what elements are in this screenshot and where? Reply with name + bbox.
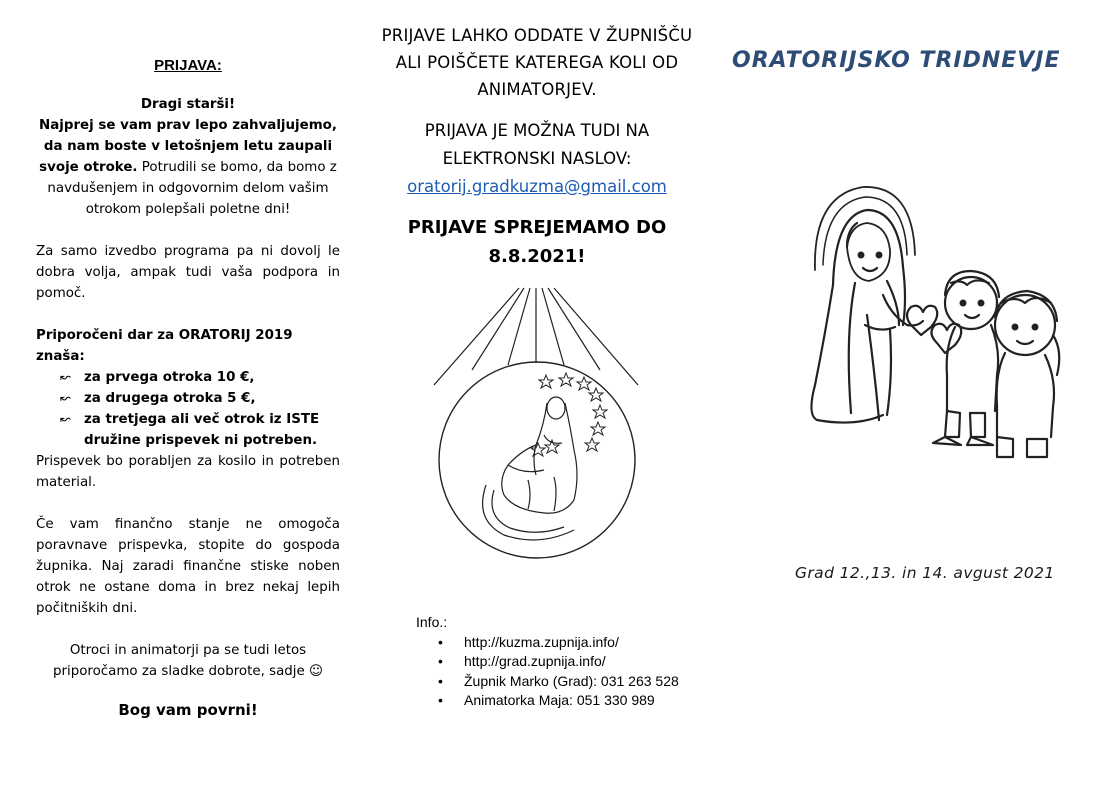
info-item-link[interactable]: • http://grad.zupnija.info/ [416, 652, 679, 672]
left-column [36, 0, 340, 721]
registration-deadline: PRIJAVE SPREJEMAMO DO 8.8.2021! [407, 217, 667, 267]
info-list [416, 633, 679, 711]
closing-line: Bog vam povrni! [118, 701, 258, 719]
registration-places-text: PRIJAVE LAHKO ODDATE V ŽUPNIŠČU ALI POIŠČETE KATEREGA KOLI OD ANIMATORJEV. [381, 26, 693, 99]
curly-arrow-icon: ↜ [60, 412, 71, 427]
info-item-phone: • Animatorka Maja: 051 330 989 [416, 691, 679, 711]
curly-arrow-icon: ↜ [60, 370, 71, 385]
donation-item: ↜ za drugega otroka 5 €, [36, 388, 340, 409]
info-item-link[interactable]: • http://kuzma.zupnija.info/ [416, 633, 679, 653]
financial-hardship-paragraph: Če vam finančno stanje ne omogoča poravnave prispevka, stopite do gospoda župnika. Naj zaradi finančne stiske noben otrok ne ostane doma in brez nekaj lepih počitniških dni. [36, 517, 340, 616]
email-link[interactable]: oratorij.gradkuzma@gmail.com [407, 177, 667, 196]
stars-icon [531, 373, 607, 456]
heart-icon [931, 324, 961, 353]
donation-list [36, 367, 340, 451]
greeting-thanks: Najprej se vam prav lepo zahvaljujemo, da nam boste v letošnjem letu zaupali svoje otroke. [39, 118, 337, 175]
circle-frame [439, 362, 635, 558]
donation-heading: Priporočeni dar za ORATORIJ 2019 znaša: [36, 328, 293, 364]
middle-column [372, 0, 702, 271]
support-paragraph: Za samo izvedbo programa pa ni dovolj le dobra volja, ampak tudi vaša podpora in pomoč. [36, 244, 340, 301]
greeting-salutation: Dragi starši! [140, 97, 236, 112]
greeting-block [36, 94, 340, 220]
mary-illustration [424, 285, 654, 570]
mary-figure [811, 187, 923, 423]
girl-figure [995, 291, 1059, 457]
info-item-phone: • Župnik Marko (Grad): 031 263 528 [416, 672, 679, 692]
boy-figure [933, 271, 999, 445]
email-registration-text: PRIJAVA JE MOŽNA TUDI NA ELEKTRONSKI NASLOV: [424, 121, 650, 168]
greeting-promise: Potrudili se bomo, da bomo z navdušenjem in odgovornim delom vašim otrokom polepšali poletne dni! [47, 160, 337, 217]
mary-figure [502, 397, 577, 513]
event-dates: Grad 12.,13. in 14. avgust 2021 [795, 564, 1055, 582]
info-section [416, 613, 679, 711]
contribution-use-paragraph: Prispevek bo porabljen za kosilo in potreben material. [36, 454, 340, 490]
curly-arrow-icon: ↜ [60, 391, 71, 406]
registration-title: PRIJAVA: [154, 57, 222, 74]
event-title: ORATORIJSKO TRIDNEVJE [732, 48, 1061, 73]
donation-item: ↜ za tretjega ali več otrok iz ISTE družine prispevek ni potreben. [36, 409, 340, 451]
light-rays-icon [434, 288, 638, 385]
info-label: Info.: [416, 614, 448, 630]
treats-paragraph: Otroci in animatorji pa se tudi letos priporočamo za sladke dobrote, sadje ☺ [52, 643, 323, 679]
donation-item: ↜ za prvega otroka 10 €, [36, 367, 340, 388]
mary-children-illustration [795, 175, 1070, 460]
